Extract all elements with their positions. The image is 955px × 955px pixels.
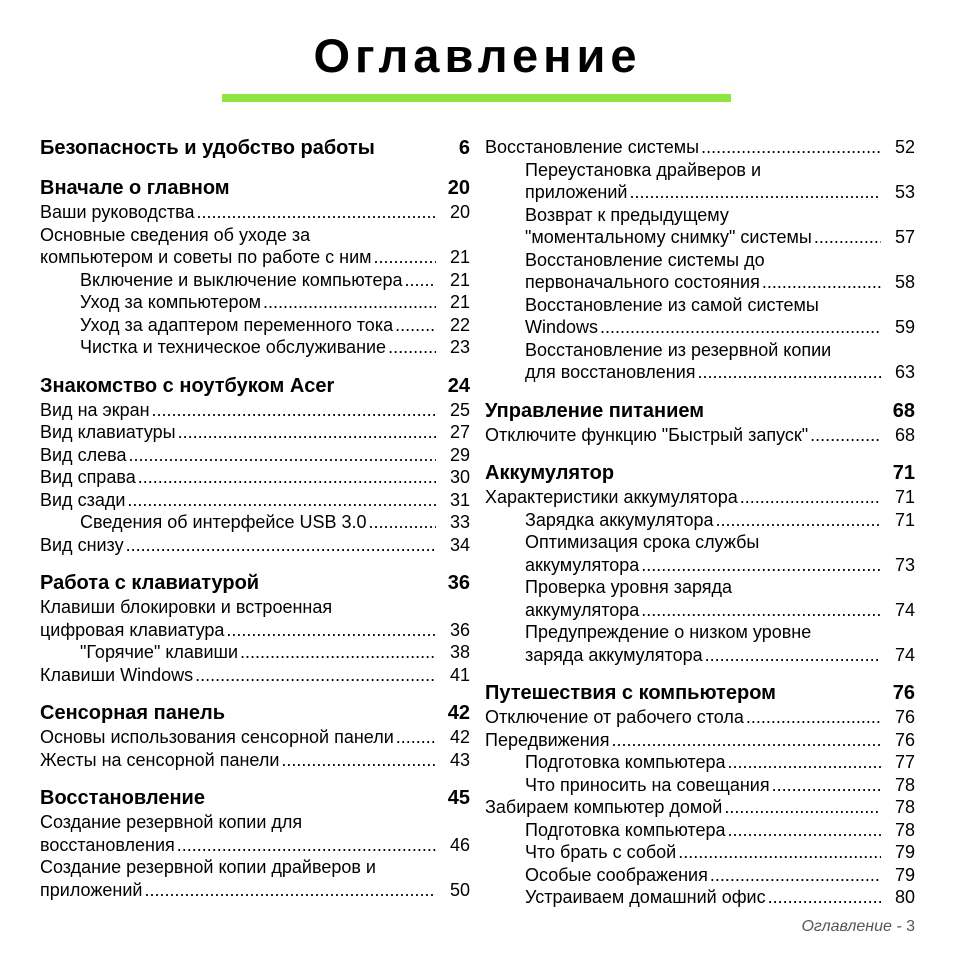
- toc-page-number: 74: [881, 644, 915, 667]
- footer-page-number: 3: [906, 918, 915, 935]
- toc-subentry[interactable]: [485, 576, 915, 621]
- toc-entry-title: Аккумулятор: [485, 462, 615, 484]
- toc-subentry[interactable]: [485, 621, 915, 666]
- toc-subentry[interactable]: [485, 751, 915, 774]
- toc-entry-title: Подготовка компьютера .....: [525, 819, 881, 842]
- toc-subentry[interactable]: [485, 864, 915, 887]
- toc-page-number: 21: [436, 269, 470, 292]
- toc-entry-title: Передвижения .....: [485, 729, 881, 752]
- toc-page-number: 77: [881, 751, 915, 774]
- toc-entry[interactable]: [485, 424, 915, 447]
- toc-entry-title: Восстановление системы .....: [485, 136, 881, 159]
- toc-entry[interactable]: [485, 136, 915, 159]
- toc-section-heading[interactable]: [40, 786, 470, 811]
- toc-entry-title: Восстановление системы до первоначального состояния .....: [525, 249, 881, 294]
- toc-page-number: 24: [447, 374, 470, 397]
- toc-section-heading[interactable]: [40, 176, 470, 201]
- toc-page-number: 20: [447, 177, 470, 199]
- toc-entry[interactable]: [40, 444, 470, 467]
- toc-subentry[interactable]: [40, 269, 470, 292]
- toc-page-number: 79: [881, 841, 915, 864]
- toc-entry-title: Вид справа .....: [40, 466, 436, 489]
- toc-subentry[interactable]: [485, 819, 915, 842]
- toc-entry-title: Восстановление из самой системы Windows .....: [525, 294, 881, 339]
- toc-section-heading[interactable]: [40, 374, 470, 399]
- toc-entry[interactable]: [485, 706, 915, 729]
- toc-page-number: 41: [436, 664, 470, 687]
- toc-entry[interactable]: [40, 421, 470, 444]
- toc-entry-title: Особые соображения .....: [525, 864, 881, 887]
- toc-page-number: 36: [436, 619, 470, 642]
- toc-entry-title: Управление питанием: [485, 399, 705, 422]
- toc-entry-title: Основы использования сенсорной панели .....: [40, 726, 436, 749]
- toc-entry-title: Сенсорная панель: [40, 702, 226, 724]
- toc-entry[interactable]: [40, 399, 470, 422]
- toc-page-number: 38: [436, 641, 470, 664]
- toc-entry-title: Знакомство с ноутбуком Acer: [40, 374, 335, 397]
- toc-entry-title: Клавиши блокировки и встроенная цифровая клавиатура .....: [40, 596, 436, 641]
- toc-page-number: 80: [881, 886, 915, 909]
- page-footer: [801, 918, 915, 936]
- toc-page-number: 23: [436, 336, 470, 359]
- toc-subentry[interactable]: [40, 291, 470, 314]
- toc-page-number: 36: [447, 572, 470, 594]
- toc-column-right: [485, 136, 915, 909]
- toc-page-number: 46: [436, 834, 470, 857]
- toc-entry-title: Оптимизация срока службы аккумулятора .....: [525, 531, 881, 576]
- footer-label: Оглавление -: [801, 918, 907, 935]
- toc-page-number: 33: [436, 511, 470, 534]
- toc-entry-title: Вид слева .....: [40, 444, 436, 467]
- toc-entry-title: "Горячие" клавиши .....: [80, 641, 436, 664]
- toc-page-number: 71: [881, 509, 915, 532]
- toc-entry-title: Вид на экран .....: [40, 399, 436, 422]
- toc-entry-title: Забираем компьютер домой .....: [485, 796, 881, 819]
- toc-page-number: 6: [458, 137, 470, 159]
- toc-entry-title: Создание резервной копии драйверов и приложений .....: [40, 856, 436, 901]
- toc-entry-title: Ваши руководства .....: [40, 201, 436, 224]
- toc-entry-title: Переустановка драйверов и приложений .....: [525, 159, 881, 204]
- toc-entry-title: Отключите функцию "Быстрый запуск" .....: [485, 424, 881, 447]
- toc-entry-title: Путешествия с компьютером: [485, 682, 776, 704]
- toc-subentry[interactable]: [485, 204, 915, 249]
- toc-page-number: 43: [436, 749, 470, 772]
- toc-page-number: 52: [881, 136, 915, 159]
- toc-entry[interactable]: [40, 856, 470, 901]
- toc-subentry[interactable]: [485, 841, 915, 864]
- toc-column-left: [40, 136, 470, 901]
- toc-section-heading[interactable]: [40, 701, 470, 726]
- toc-page-number: 74: [881, 599, 915, 622]
- toc-entry-title: Вид клавиатуры .....: [40, 421, 436, 444]
- toc-entry-title: Работа с клавиатурой: [40, 572, 260, 594]
- toc-page-number: 22: [436, 314, 470, 337]
- toc-subentry[interactable]: [40, 641, 470, 664]
- toc-page-number: 53: [881, 181, 915, 204]
- toc-page-number: 59: [881, 316, 915, 339]
- toc-entry-title: Восстановление из резервной копии для восстановления .....: [525, 339, 881, 384]
- toc-entry-title: Основные сведения об уходе за компьютером и советы по работе с ним .....: [40, 224, 436, 269]
- toc-entry-title: Подготовка компьютера .....: [525, 751, 881, 774]
- toc-entry-title: Вначале о главном: [40, 177, 230, 199]
- toc-entry[interactable]: [40, 224, 470, 269]
- toc-section-heading[interactable]: [40, 136, 470, 161]
- toc-page-number: 57: [881, 226, 915, 249]
- toc-subentry[interactable]: [485, 886, 915, 909]
- toc-subentry[interactable]: [40, 511, 470, 534]
- toc-page-number: 42: [447, 702, 470, 724]
- toc-entry[interactable]: [40, 749, 470, 772]
- toc-entry-title: Восстановление: [40, 787, 205, 809]
- toc-page-number: 71: [881, 486, 915, 509]
- toc-entry-title: Жесты на сенсорной панели .....: [40, 749, 436, 772]
- toc-page-number: 71: [892, 462, 915, 484]
- toc-entry-title: Уход за адаптером переменного тока .....: [80, 314, 436, 337]
- toc-entry[interactable]: [40, 534, 470, 557]
- toc-section-heading[interactable]: [485, 681, 915, 706]
- toc-entry-title: Вид снизу .....: [40, 534, 436, 557]
- toc-subentry[interactable]: [40, 314, 470, 337]
- toc-entry-title: Чистка и техническое обслуживание .....: [80, 336, 436, 359]
- toc-page-number: 21: [436, 246, 470, 269]
- page-title: Оглавление: [313, 29, 642, 82]
- toc-page-number: 78: [881, 796, 915, 819]
- toc-entry-title: Уход за компьютером .....: [80, 291, 436, 314]
- toc-page-number: 63: [881, 361, 915, 384]
- toc-page-number: 79: [881, 864, 915, 887]
- toc-entry[interactable]: [485, 729, 915, 752]
- toc-page-number: 27: [436, 421, 470, 444]
- toc-page-number: 25: [436, 399, 470, 422]
- toc-page-number: 50: [436, 879, 470, 902]
- toc-page-number: 68: [881, 424, 915, 447]
- toc-page-number: 21: [436, 291, 470, 314]
- toc-page-number: 78: [881, 774, 915, 797]
- toc-entry-title: Что приносить на совещания .....: [525, 774, 881, 797]
- toc-page-number: 34: [436, 534, 470, 557]
- toc-entry[interactable]: [40, 596, 470, 641]
- toc-entry[interactable]: [40, 489, 470, 512]
- toc-subentry[interactable]: [485, 774, 915, 797]
- toc-entry-title: Клавиши Windows .....: [40, 664, 436, 687]
- toc-page-number: 20: [436, 201, 470, 224]
- toc-entry-title: Зарядка аккумулятора .....: [525, 509, 881, 532]
- toc-section-heading[interactable]: [485, 461, 915, 486]
- toc-entry-title: Предупреждение о низком уровне заряда аккумулятора .....: [525, 621, 881, 666]
- toc-entry-title: Характеристики аккумулятора .....: [485, 486, 881, 509]
- toc-page-number: 76: [881, 729, 915, 752]
- toc-entry[interactable]: [40, 664, 470, 687]
- toc-subentry[interactable]: [485, 294, 915, 339]
- toc-section-heading[interactable]: [40, 571, 470, 596]
- toc-subentry[interactable]: [485, 531, 915, 576]
- toc-entry[interactable]: [40, 201, 470, 224]
- toc-entry[interactable]: [485, 486, 915, 509]
- toc-entry[interactable]: [40, 726, 470, 749]
- toc-page-number: 76: [892, 682, 915, 704]
- toc-page-number: 76: [881, 706, 915, 729]
- toc-entry-title: Сведения об интерфейсе USB 3.0 .....: [80, 511, 436, 534]
- toc-page-number: 31: [436, 489, 470, 512]
- toc-page-number: 68: [892, 399, 915, 422]
- toc-subentry[interactable]: [485, 249, 915, 294]
- toc-entry-title: Включение и выключение компьютера .....: [80, 269, 436, 292]
- toc-subentry[interactable]: [485, 339, 915, 384]
- toc-entry-title: Что брать с собой .....: [525, 841, 881, 864]
- toc-entry-title: Проверка уровня заряда аккумулятора .....: [525, 576, 881, 621]
- title-underline: [222, 94, 731, 102]
- toc-page-number: 29: [436, 444, 470, 467]
- toc-entry[interactable]: [40, 466, 470, 489]
- toc-entry[interactable]: [40, 811, 470, 856]
- toc-page-number: 58: [881, 271, 915, 294]
- toc-subentry[interactable]: [40, 336, 470, 359]
- toc-subentry[interactable]: [485, 509, 915, 532]
- toc-page-number: 78: [881, 819, 915, 842]
- toc-page-number: 45: [447, 787, 470, 809]
- toc-entry-title: Безопасность и удобство работы: [40, 137, 375, 159]
- toc-entry-title: Отключение от рабочего стола .....: [485, 706, 881, 729]
- toc-section-heading[interactable]: [485, 399, 915, 424]
- toc-page-number: 30: [436, 466, 470, 489]
- toc-entry-title: Вид сзади .....: [40, 489, 436, 512]
- toc-entry-title: Устраиваем домашний офис .....: [525, 886, 881, 909]
- toc-entry-title: Возврат к предыдущему "моментальному снимку" системы .....: [525, 204, 881, 249]
- toc-subentry[interactable]: [485, 159, 915, 204]
- toc-page-number: 42: [436, 726, 470, 749]
- toc-page-number: 73: [881, 554, 915, 577]
- toc-entry[interactable]: [485, 796, 915, 819]
- toc-entry-title: Создание резервной копии для восстановления .....: [40, 811, 436, 856]
